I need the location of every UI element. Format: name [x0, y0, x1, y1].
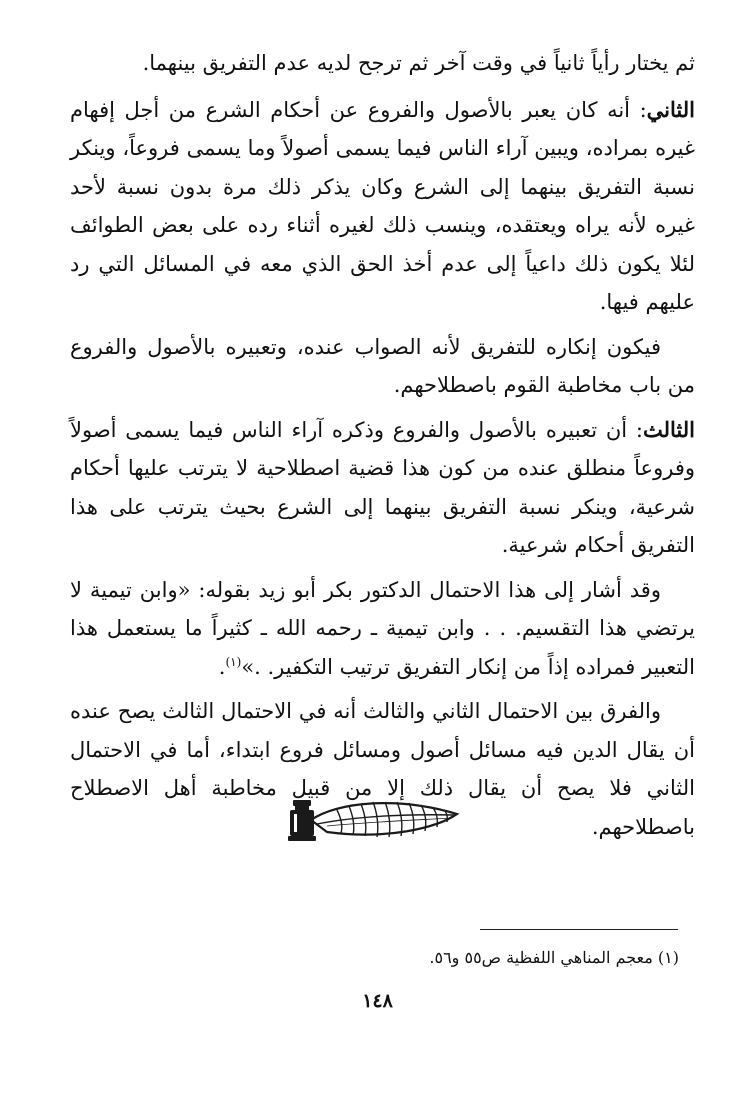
paragraph-5-end: . [218, 654, 226, 679]
paragraph-1 [70, 44, 695, 83]
paragraph-5 [70, 571, 695, 687]
page-number: ١٤٨ [362, 990, 393, 1012]
paragraph-third-possibility [70, 411, 695, 565]
paragraph-3-text: فيكون إنكاره للتفريق لأنه الصواب عنده، وتعبيره بالأصول والفروع من باب مخاطبة القوم باصطلاحهم. [70, 334, 695, 397]
inkwell [288, 800, 316, 841]
footnote [279, 946, 679, 970]
paragraph-1-text: ثم يختار رأياً ثانياً في وقت آخر ثم ترجح لديه عدم التفريق بينهما. [142, 51, 695, 75]
page-body [70, 44, 695, 852]
third-possibility-heading: الثالث [643, 416, 695, 442]
footnote-reference[interactable]: (١) [225, 654, 242, 669]
paragraph-3 [70, 328, 695, 405]
paragraph-5-text: وقد أشار إلى هذا الاحتمال الدكتور بكر أبو زيد بقوله: «وابن تيمية لا يرتضي هذا التقسيم. . . وابن تيمية ـ رحمه الله ـ كثيراً ما يستعمل هذا التعبير فمراده إذاً من إنكار التفريق ترتيب التكفير. .» [70, 577, 695, 679]
inkwell-and-quill-ornament-icon [287, 786, 467, 846]
third-possibility-text: : أن تعبيره بالأصول والفروع وذكره آراء الناس فيما يسمى أصولاً وفروعاً منطلق عنده من كون هذا قضية اصطلاحية لا يترتب عليها أحكام شرعية، وينكر نسبة التفريق بينهما إلى الشرع بحيث يترتب على هذا التفريق أحكام شرعية. [70, 417, 695, 557]
footnote-text: (١) معجم المناهي اللفظية ص٥٥ و٥٦. [429, 948, 679, 967]
paragraph-second-possibility [70, 91, 695, 322]
second-possibility-text: : أنه كان يعبر بالأصول والفروع عن أحكام الشرع من أجل إفهام غيره بمراده، ويبين آراء الناس فيما يسمى أصولاً وما يسمى فروعاً، وينكر نسبة التفريق بينهما إلى الشرع وكان يذكر ذلك مرة بدون نسبة لأحد غيره لأنه يراه ويعتقده، وينسب ذلك لغيره أثناء رده على بعض الطوائف لئلا يكون ذلك داعياً إلى عدم أخذ الحق الذي معه في المسائل التي رد عليهم فيها. [70, 97, 695, 314]
footnote-separator [480, 929, 678, 930]
second-possibility-heading: الثاني [646, 96, 695, 122]
paragraph-6-text: والفرق بين الاحتمال الثاني والثالث أنه في الاحتمال الثالث يصح عنده أن يقال الدين فيه مسائل أصول ومسائل فروع ابتداء، أما في الاحتمال الثاني فلا يصح أن يقال ذلك إلا من قبيل مخاطبة أهل الاصطلاح باصطلاحهم. [70, 699, 695, 839]
